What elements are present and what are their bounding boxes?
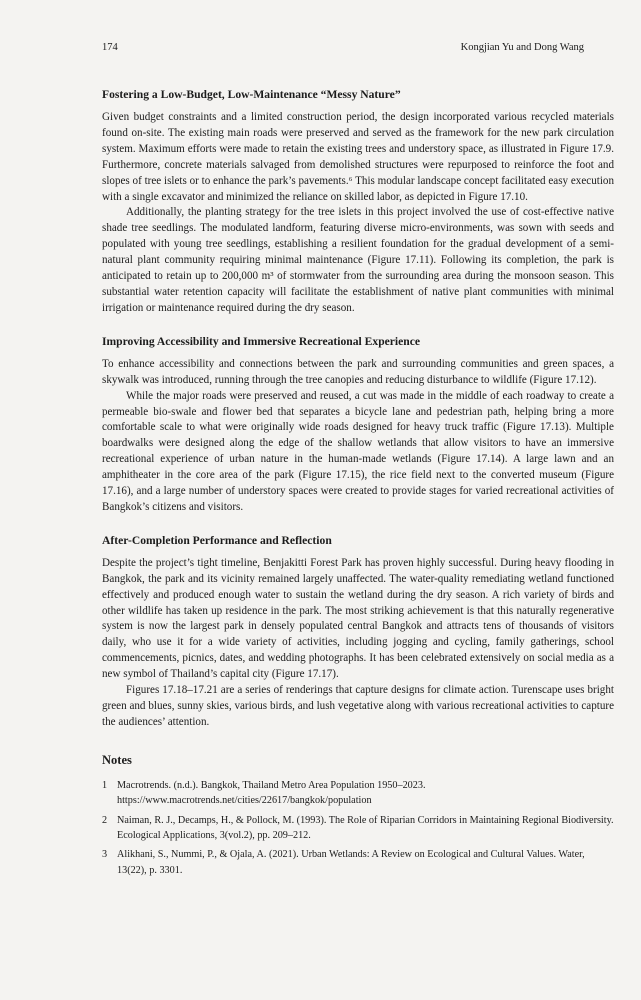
paragraph: Despite the project’s tight timeline, Benjakitti Forest Park has proven highly successful. During heavy flooding in Bangkok, the park and its vicinity remained largely unaffected. The water-quality remediating wetland functioned effectively and produced enough water to sustain the wetland during the dry season. A rich variety of birds and other wildlife has taken up residence in the park. The most striking achievement is that this naturally regenerative system is now the largest park in densely populated central Bangkok and attracts tens of thousands of visitors daily, who use it for a wide variety of activities, including jogging and cycling, family gatherings, school commencements, picnics, dates, and wedding photographs. It has been celebrated extensively on social media as a new symbol of Thailand’s capital city (Figure 17.17).	[102, 556, 614, 681]
note-text: Alikhani, S., Nummi, P., & Ojala, A. (2021). Urban Wetlands: A Review on Ecological and Cultural Values. Water, 13(22), p. 3301.	[117, 849, 585, 876]
note-number: 1	[102, 779, 108, 791]
note-item	[102, 778, 614, 809]
section-heading: Improving Accessibility and Immersive Recreational Experience	[102, 334, 421, 348]
note-number: 3	[102, 849, 108, 861]
section-heading: Fostering a Low-Budget, Low-Maintenance “Messy Nature”	[102, 88, 401, 101]
note-text: Naiman, R. J., Decamps, H., & Pollock, M. (1993). The Role of Riparian Corridors in Maintaining Regional Biodiversity. Ecological Applications, 3(vol.2), pp. 209–212.	[117, 814, 614, 842]
section-messy-nature	[102, 88, 614, 317]
section-accessibility	[102, 335, 614, 516]
note-item	[102, 847, 614, 878]
paragraph: Additionally, the planting strategy for the tree islets in this project involved the use of cost-effective native shade tree seedlings. The modulated landform, featuring diverse micro-environments, was sown with seeds and populated with young tree seedlings, establishing a resilient foundation for the gradual development of a semi-natural plant community requiring minimal maintenance (Figure 17.11). Following its completion, the park is anticipated to retain up to 200,000 m³ of stormwater from the surrounding area during the monsoon season. This substantial water retention capacity will facilitate the establishment of native plant communities with minimal irrigation or maintenance required during the dry season.	[102, 206, 614, 314]
section-heading: After-Completion Performance and Reflection	[102, 533, 332, 547]
body-text	[102, 88, 614, 882]
running-header	[102, 42, 584, 56]
paragraph: To enhance accessibility and connections between the park and surrounding communities and green spaces, a skywalk was introduced, running through the tree canopies and reducing disturbance to wildlife (Figure 17.12).	[102, 357, 614, 386]
note-item	[102, 813, 614, 844]
note-number: 2	[102, 814, 108, 826]
page-number: 174	[102, 42, 118, 53]
section-performance	[102, 534, 614, 731]
notes-section	[102, 753, 614, 878]
running-head-authors: Kongjian Yu and Dong Wang	[460, 42, 584, 53]
paragraph: While the major roads were preserved and reused, a cut was made in the middle of each roadway to create a permeable bio-swale and flower bed that separates a bicycle lane and pedestrian path, helping bring a more comfortable scale to what were originally wide roads designed for heavy truck traffic (Figure 17.13). Multiple boardwalks were designed along the edge of the shallow wetlands that allow visitors to have an immersive recreational experience of urban nature in the human-made wetlands (Figure 17.14). A large lawn and an amphitheater in the core area of the park (Figure 17.15), the rice field next to the converted museum (Figure 17.16), and a large number of understory spaces were created to provide stages for varied recreational activities of Bangkok’s citizens and visitors.	[102, 389, 614, 513]
paragraph: Figures 17.18–17.21 are a series of renderings that capture designs for climate action. Turenscape uses bright green and blues, sunny skies, various birds, and lush vegetative along with various recreational activities to capture the audiences’ attention.	[102, 684, 614, 728]
note-text: Macrotrends. (n.d.). Bangkok, Thailand Metro Area Population 1950–2023. https://www.macrotrends.net/cities/22617/bangkok/population	[117, 779, 426, 807]
notes-list	[102, 778, 614, 878]
paragraph: Given budget constraints and a limited construction period, the design incorporated various recycled materials found on-site. The existing main roads were preserved and served as the framework for the new park circulation system. Maximum efforts were made to retain the existing trees and understory space, as illustrated in Figure 17.9. Furthermore, concrete materials salvaged from demolished structures were repurposed to reinforce the foot and slopes of tree islets or to enhance the park’s pavements.⁶ This modular landscape concept facilitated easy execution with a single excavator and minimized the reliance on skilled labor, as depicted in Figure 17.10.	[102, 111, 614, 203]
notes-heading: Notes	[102, 752, 132, 767]
